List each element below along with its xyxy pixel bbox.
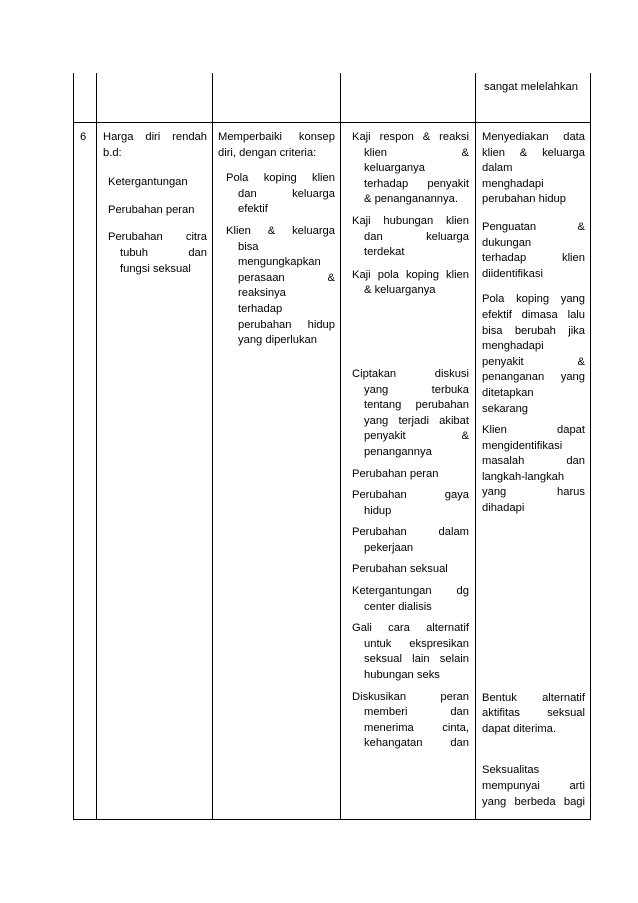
row-divider — [73, 122, 591, 123]
goal-criteria-line: Klien & keluarga — [226, 224, 335, 237]
goal-criteria-line: perasaan & — [238, 271, 335, 284]
intervention-item — [352, 525, 469, 556]
intervention-line: Gali cara alternatif — [352, 622, 469, 635]
rationale-line: Menyediakan data — [482, 131, 585, 143]
diagnosis-item-line: Ketergantungan — [108, 176, 188, 189]
intervention-line: dan keluarga — [364, 230, 469, 243]
rationale-line: perubahan hidup — [482, 193, 566, 206]
rationale-line: menghadapi — [482, 340, 544, 353]
rationale-item — [482, 763, 585, 810]
intervention-line: Perubahan gaya — [352, 489, 469, 502]
goal-criteria-line: yang diperlukan — [238, 334, 317, 347]
rationale-item — [482, 292, 585, 417]
intervention-line: penyakit & — [364, 430, 469, 443]
diagnosis-item — [103, 203, 207, 219]
rationale-line: Bentuk alternatif — [482, 691, 585, 704]
column-divider-4 — [475, 73, 476, 820]
table-border-bottom — [73, 819, 591, 820]
rationale-line: aktifitas seksual — [482, 707, 585, 720]
interventions-cell — [352, 130, 469, 752]
intervention-item — [352, 214, 469, 261]
diagnosis-item — [103, 175, 207, 191]
intervention-line: Perubahan seksual — [352, 563, 448, 576]
goal-criteria-line: bisa — [238, 240, 259, 253]
rationale-text: sangat melelahkan — [484, 81, 578, 93]
diagnosis-item-line: tubuh dan — [120, 246, 207, 259]
rationale-line: langkah-langkah — [482, 470, 565, 483]
intervention-line: kehangatan dan — [364, 737, 469, 750]
rationale-cell — [482, 130, 585, 810]
rationale-line: penyakit & — [482, 355, 585, 368]
rationale-line: mengidentifikasi — [482, 439, 563, 452]
diagnosis-item-line: Perubahan peran — [108, 203, 195, 216]
intervention-item — [352, 621, 469, 683]
diagnosis-item — [103, 230, 207, 277]
intervention-item — [352, 467, 469, 483]
diagnosis-cell — [103, 130, 207, 277]
intervention-item — [352, 562, 469, 578]
diagnosis-title-line: b.d: — [103, 146, 122, 159]
intervention-line: Ketergantungan dg — [352, 585, 469, 598]
intervention-line: yang terbuka — [364, 383, 469, 396]
intervention-line: Diskusikan peran — [352, 690, 469, 703]
intervention-line: center dialisis — [364, 600, 432, 613]
column-divider-1 — [96, 73, 97, 820]
diagnosis-item-line: Perubahan citra — [108, 231, 207, 244]
rationale-line: diidentifikasi — [482, 267, 543, 280]
intervention-line: terhadap penyakit — [364, 177, 469, 190]
goal-cell — [218, 130, 335, 349]
intervention-line: keluarganya — [364, 162, 425, 175]
row-top-rationale-cell — [484, 80, 584, 96]
diagnosis-title — [103, 130, 207, 161]
table-border-left — [73, 73, 74, 820]
rationale-line: Klien dapat — [482, 424, 585, 437]
intervention-item — [352, 584, 469, 615]
rationale-item — [482, 423, 585, 517]
rationale-item — [482, 691, 585, 738]
rationale-line: klien & keluarga — [482, 146, 585, 159]
intervention-line: hubungan seks — [364, 669, 440, 682]
intervention-line: Kaji hubungan klien — [352, 214, 469, 227]
intervention-item — [352, 268, 469, 299]
goal-title-line: diri, dengan criteria: — [218, 146, 317, 159]
intervention-line: yang terjadi akibat — [364, 414, 469, 427]
rationale-line: dalam — [482, 162, 513, 175]
goal-criteria-line: mengungkapkan — [238, 256, 321, 269]
diagnosis-item-line: fungsi seksual — [120, 262, 191, 275]
rationale-line: Penguatan & — [482, 220, 585, 233]
goal-title-line: Memperbaiki konsep — [218, 131, 335, 143]
intervention-item — [352, 130, 469, 208]
intervention-line: & keluarganya — [364, 284, 436, 297]
intervention-item — [352, 690, 469, 752]
intervention-line: memberi dan — [364, 706, 469, 719]
goal-title — [218, 130, 335, 161]
intervention-line: Kaji pola koping klien — [352, 268, 469, 281]
diagnosis-title-line: Harga diri rendah — [103, 131, 207, 143]
intervention-line: Perubahan peran — [352, 467, 439, 480]
intervention-line: Ciptakan diskusi — [352, 367, 469, 380]
intervention-line: klien & — [364, 146, 469, 159]
intervention-line: seksual lain selain — [364, 653, 469, 666]
intervention-line: pekerjaan — [364, 541, 414, 554]
intervention-line: hidup — [364, 504, 392, 517]
rationale-item — [482, 130, 585, 208]
goal-criteria-line: reaksinya — [238, 287, 286, 300]
goal-criteria-line: dan keluarga — [238, 187, 335, 200]
row-number: 6 — [80, 131, 87, 143]
intervention-line: tentang perubahan — [364, 399, 469, 412]
rationale-item — [482, 220, 585, 282]
rationale-line: ditetapkan — [482, 386, 534, 399]
rationale-line: dihadapi — [482, 502, 525, 515]
intervention-line: Kaji respon & reaksi — [352, 131, 469, 143]
rationale-line: Seksualitas — [482, 764, 540, 777]
rationale-line: mempunyai arti — [482, 780, 585, 793]
goal-criteria-line: perubahan hidup — [238, 318, 335, 331]
goal-criteria-line: Pola koping klien — [226, 172, 335, 185]
goal-criteria-line: efektif — [238, 203, 268, 216]
rationale-line: menghadapi — [482, 177, 544, 190]
intervention-item — [352, 367, 469, 461]
rationale-line: sekarang — [482, 402, 529, 415]
intervention-line: untuk ekspresikan — [364, 637, 469, 650]
rationale-line: terhadap klien — [482, 252, 585, 265]
goal-criteria — [218, 224, 335, 349]
intervention-line: penangannya — [364, 445, 432, 458]
intervention-line: & penanganannya. — [364, 193, 458, 206]
rationale-line: yang berbeda bagi — [482, 795, 585, 808]
rationale-line: Pola koping yang — [482, 293, 585, 306]
goal-criteria — [218, 171, 335, 218]
column-divider-3 — [340, 73, 341, 820]
rationale-line: penanganan yang — [482, 371, 585, 384]
intervention-line: Perubahan dalam — [352, 526, 469, 539]
goal-criteria-line: terhadap — [238, 302, 283, 315]
table-border-right — [590, 73, 591, 820]
rationale-line: efektif dimasa lalu — [482, 308, 585, 321]
intervention-line: terdekat — [364, 246, 405, 259]
intervention-item — [352, 488, 469, 519]
rationale-line: dapat diterima. — [482, 722, 557, 735]
column-divider-2 — [212, 73, 213, 820]
intervention-line: menerima cinta, — [364, 721, 469, 734]
rationale-line: bisa berubah jika — [482, 324, 585, 337]
rationale-line: dukungan — [482, 236, 532, 249]
rationale-line: masalah dan — [482, 455, 585, 468]
rationale-line: yang harus — [482, 486, 585, 499]
